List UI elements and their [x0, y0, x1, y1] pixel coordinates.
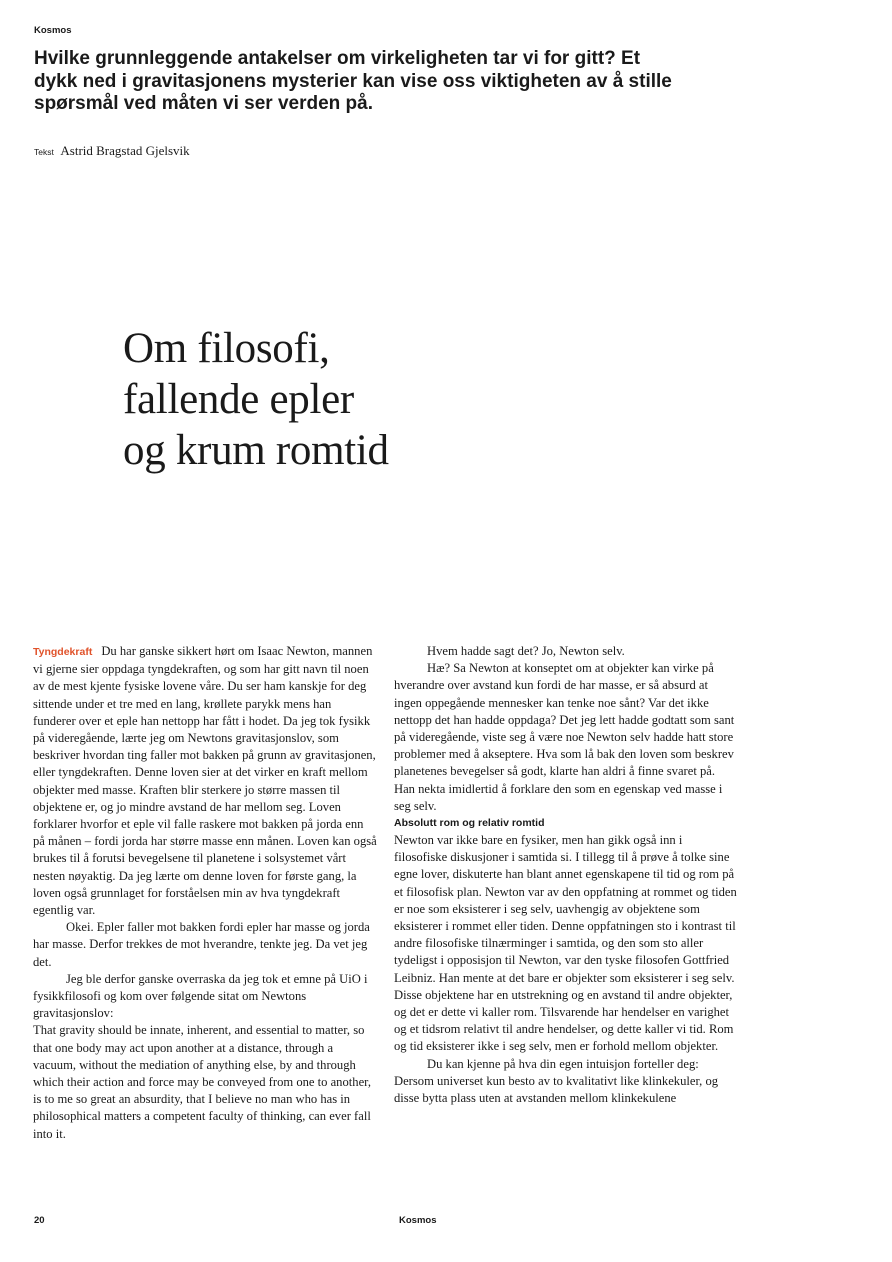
page-number: 20	[34, 1215, 45, 1226]
right-column	[394, 643, 738, 1107]
section-subheading: Absolutt rom og relativ romtid	[394, 817, 545, 830]
byline-label: Tekst	[34, 147, 54, 157]
byline	[34, 143, 190, 159]
paragraph: Okei. Epler faller mot bakken fordi epler har masse og jorda har masse. Derfor trekkes de mot hverandre, tenkte jeg. Da vet jeg det.	[33, 920, 370, 969]
section-kicker: Tyngdekraft	[33, 646, 93, 658]
paragraph-text: Du har ganske sikkert hørt om Isaac Newton, mannen vi gjerne sier oppdaga tyngdekraften, og som har gitt navn til noen av de mest kjente fysiske lovene våre. Du ser ham kanskje for deg sittende under et tre med en lang, krøllete parykk mens han funderer over et eple han nettopp har fått i hodet. Da jeg tok fysikk på videregående, lærte jeg om Newtons gravitasjonslov, som beskriver hvordan ting faller mot bakken på grunn av gravitasjonen, eller tyngdekraften. Denne loven sier at det virker en kraft mellom objekter med masse. Kraften blir sterkere jo større massen til objektene er, og jo mindre avstand de har mellom seg. Loven forklarer hvorfor et eple vil falle raskere mot bakken på jorda enn på månen – fordi jorda har større masse enn månen. Loven kan også brukes til å forutsi bevegelsene til planetene i solsystemet vårt nesten nøyaktig. Da jeg lærte om denne loven for første gang, la loven også grunnlaget for forståelsen min av hva tyngdekraft egentlig var.	[33, 644, 377, 918]
paragraph: Newton var ikke bare en fysiker, men han gikk også inn i filosofiske diskusjoner i samtida si. I tillegg til å prøve å tolke sine egne lover, diskuterte han blant annet egenskapene til tid og rom på et filosofisk plan. Newton var av den oppfatning at rommet og tiden er noe som eksisterer i seg selv, uavhengig av objektene som eksisterer i rommet eller tiden. Denne oppfatningen sto i kontrast til andre filosofiske tilnærminger i samtida, og den som sto aller tydeligst i opposisjon til Newton, var den tyske filosofen Gottfried Leibniz. Han mente at det bare er objekter som eksisterer i seg selv. Disse objektene har en utstrekning og en avstand til andre objekter, og det er dette vi kaller rom. Tilsvarende har hendelser en varighet og et tidsrom relativt til andre hendelser, og dette kaller vi tid. Rom og tid eksisterer ikke i seg selv, men er forhold mellom objekter.	[394, 833, 737, 1054]
title-line-2: fallende epler	[123, 376, 354, 423]
footer-magazine-name: Kosmos	[399, 1215, 437, 1226]
block-quote: That gravity should be innate, inherent, and essential to matter, so that one body may act upon another at a distance, through a vacuum, without the mediation of anything else, by and through which their action and force may be conveyed from one to another, is to me so great an absurdity, that I believe no man who has in philosophical matters a competent faculty of thinking, can ever fall into it.	[33, 1023, 371, 1141]
magazine-header: Kosmos	[34, 25, 72, 36]
title-line-1: Om filosofi,	[123, 325, 330, 372]
article-title	[123, 323, 389, 476]
paragraph: Hvem hadde sagt det? Jo, Newton selv.	[427, 644, 625, 658]
article-lead: Hvilke grunnleggende antakelser om virkeligheten tar vi for gitt? Et dykk ned i gravitasjonens mysterier kan vise oss viktigheten av å stille spørsmål ved måten vi ser verden på.	[34, 48, 672, 114]
paragraph: Du kan kjenne på hva din egen intuisjon forteller deg: Dersom universet kun besto av to kvalitativt like klinkekuler, og disse bytta plass uten at avstanden mellom klinkekulene	[394, 1056, 719, 1106]
paragraph: Hæ? Sa Newton at konseptet om at objekter kan virke på hverandre over avstand kun fordi de har masse, er så absurd at ingen oppegående mennesker kan tenke noe sånt? Var det ikke nettopp det han hadde oppdaga? Det jeg lett hadde godtatt som sant på videregående, viste seg å være noe Newton selv hadde hatt store problemer med å akseptere. Hva som lå bak den loven som beskrev planetenes bevegelser så godt, klarte han aldri å finne svaret på. Han nekta imidlertid å forklare den som en egenskap ved masse i seg selv.	[394, 661, 735, 813]
title-line-3: og krum romtid	[123, 427, 389, 474]
paragraph: Jeg ble derfor ganske overraska da jeg tok et emne på UiO i fysikkfilosofi og kom over følgende sitat om Newtons gravitasjonslov:	[33, 971, 368, 1021]
left-column	[33, 643, 377, 1143]
paragraph	[33, 643, 377, 919]
byline-author: Astrid Bragstad Gjelsvik	[60, 143, 190, 158]
